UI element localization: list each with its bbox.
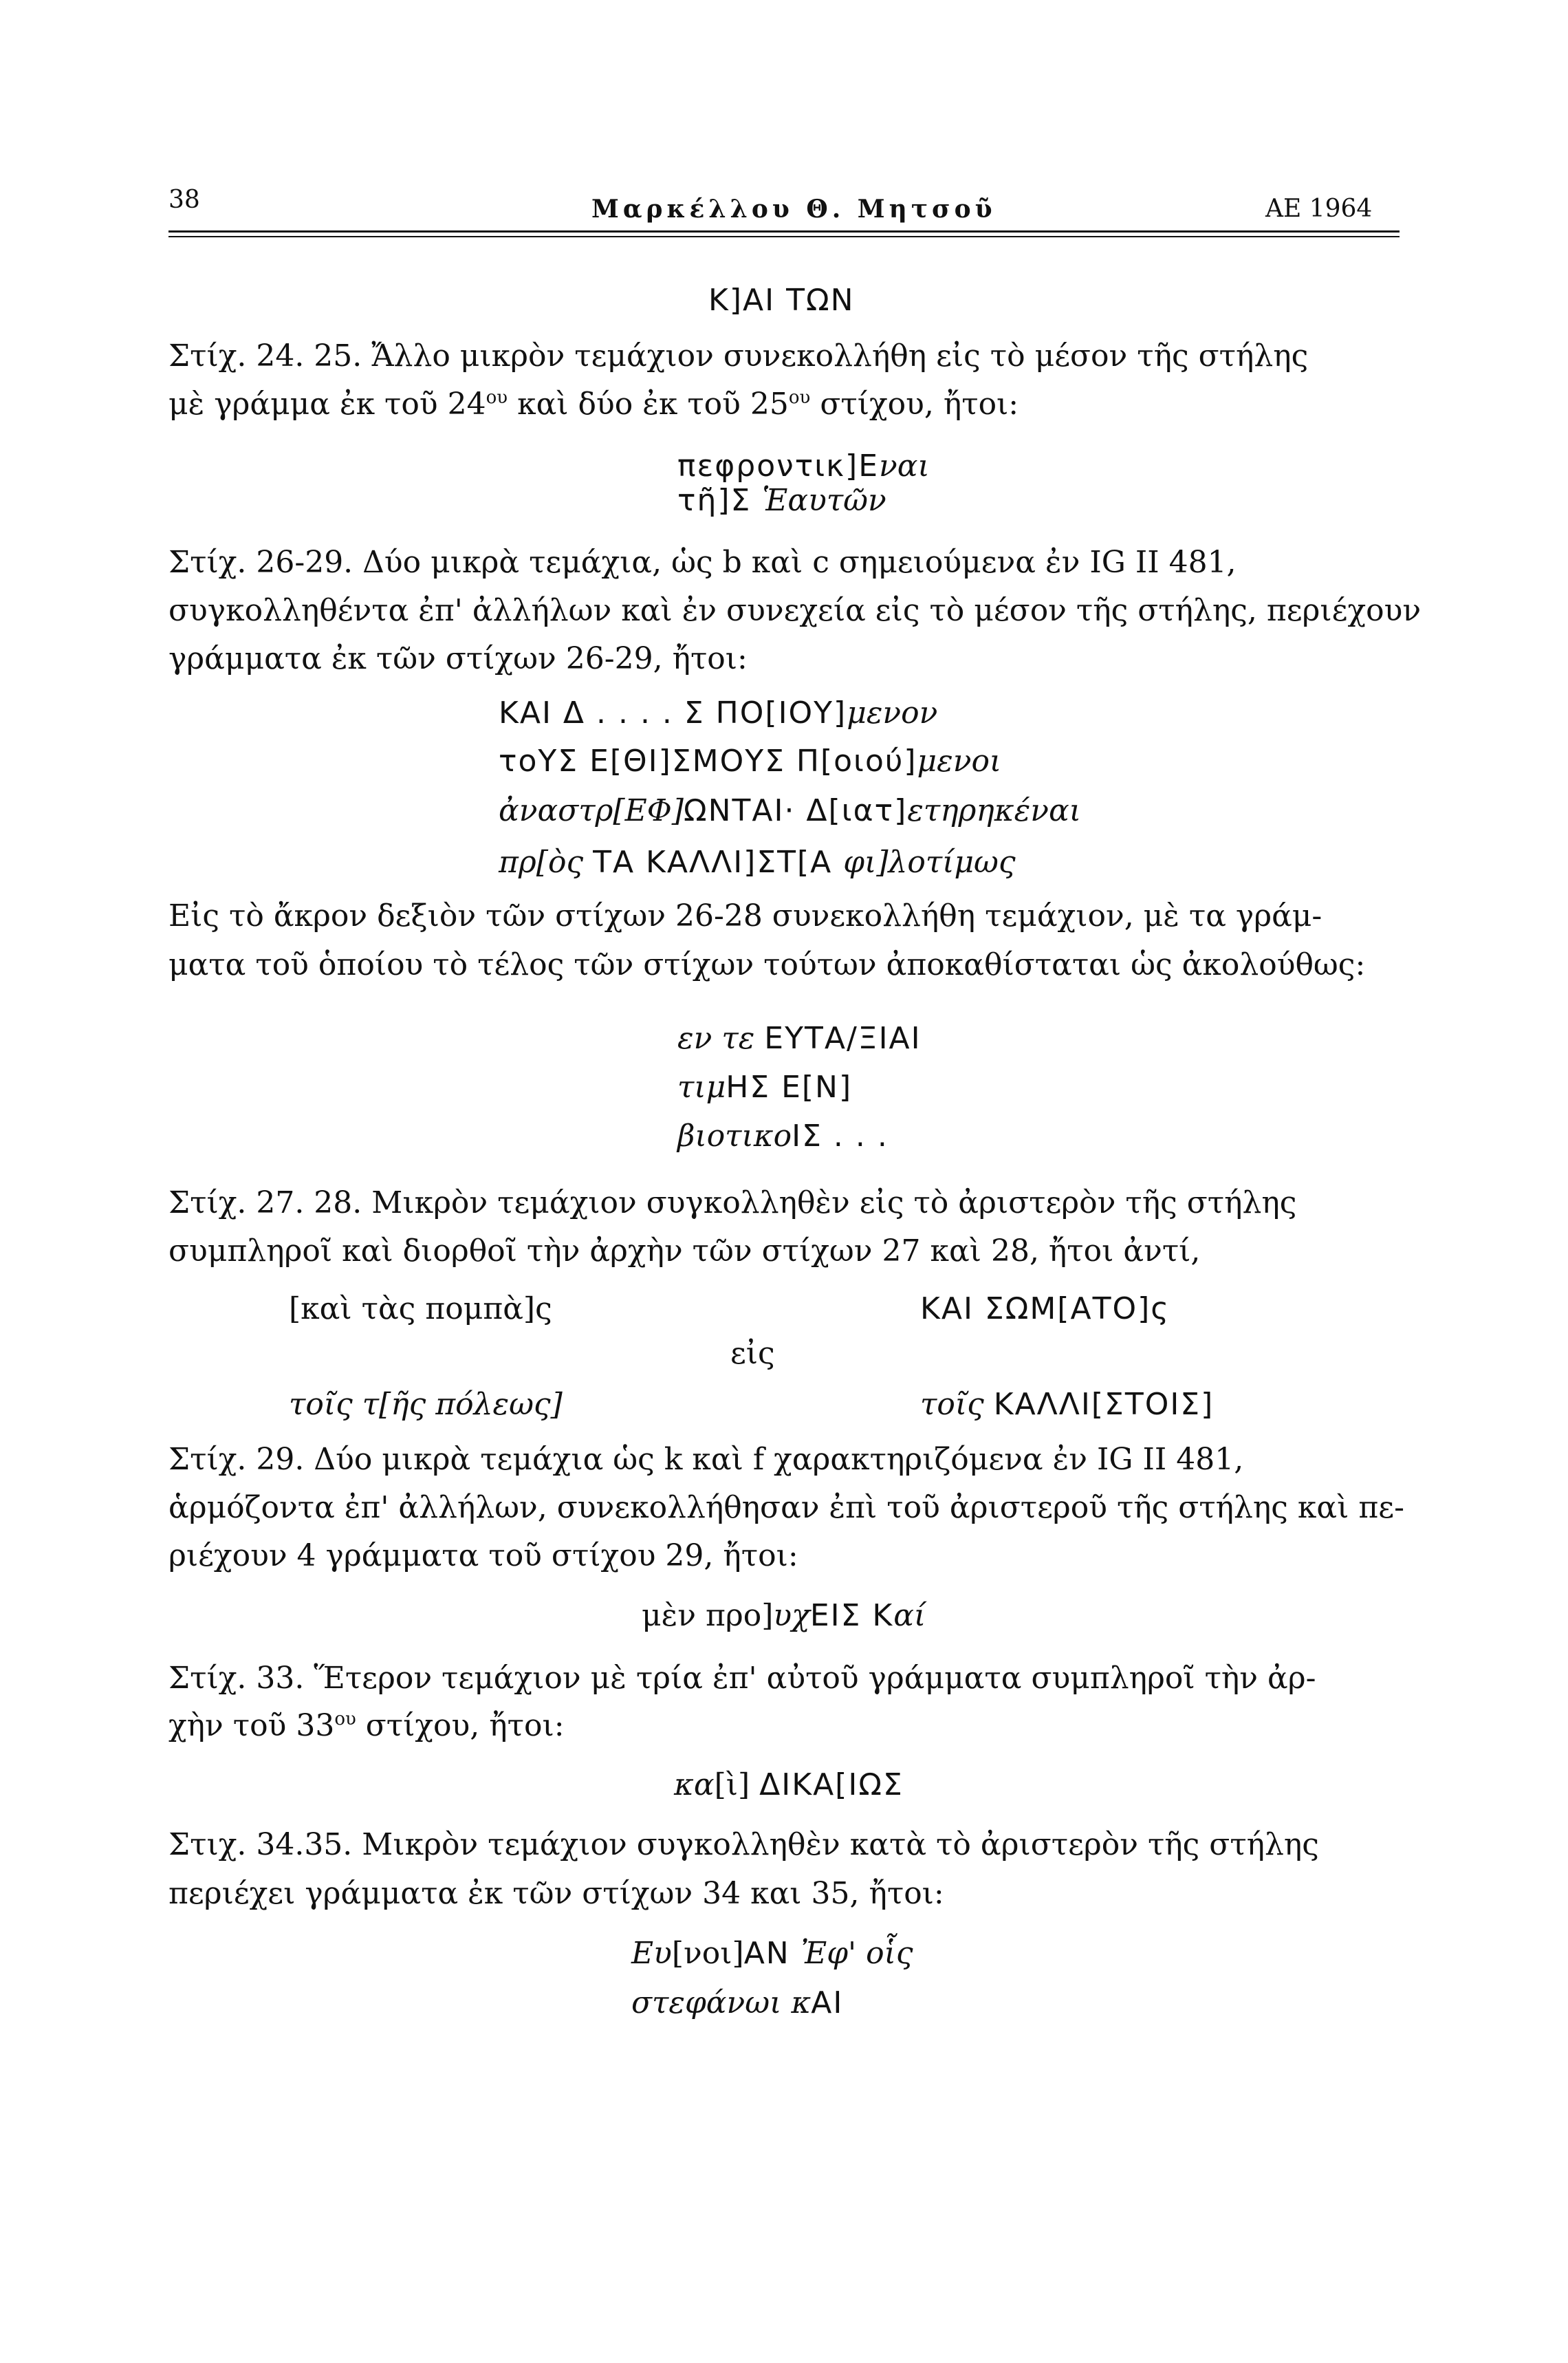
inscription6-line: κα[ὶ] ΔΙΚΑ[ΙΩΣ (674, 1767, 904, 1802)
para1-line2: μὲ γράμμα ἐκ τοῦ $24^{o\upsilon}$ καὶ δύο ἐκ τοῦ $25^{o\upsilon}$ στίχου, ἤτοι: (168, 387, 1019, 422)
running-head-author: Μαρκέλλου Θ. Μητσοῦ (591, 195, 997, 224)
inscription7-line2: στεφάνωι κΑΙ (631, 1985, 844, 2020)
para5-line2: ἁρμόζοντα ἐπ' ἀλλήλων, συνεκολλήθησαν ἐπὶ τοῦ ἀριστεροῦ τῆς στήλης καὶ πε- (168, 1490, 1404, 1525)
header-rule-top (168, 230, 1400, 233)
page-number: 38 (168, 186, 200, 214)
inscription4-right-line2: τοῖς ΚΑΛΛΙ[ΣΤΟΙΣ] (920, 1387, 1215, 1422)
inscription-heading: Κ]ΑΙ ΤΩΝ (708, 283, 855, 318)
para6-line2: χὴν τοῦ $33^{o\upsilon}$ στίχου, ἤτοι: (168, 1708, 565, 1743)
running-head-journal: ΑΕ 1964 (1265, 195, 1373, 223)
para2-line3: γράμματα ἐκ τῶν στίχων 26-29, ἤτοι: (168, 641, 748, 676)
inscription2-line3: ἀναστρ[ΕΦ]ΩΝΤΑΙ· Δ[ιατ]ετηρηκέναι (499, 793, 1081, 828)
inscription7-line1: Ευ[νοι]ΑΝ Ἐφ' οἷς (631, 1936, 913, 1971)
header-rule-bottom (168, 236, 1400, 237)
para1-line1: Στίχ. 24. 25. Ἄλλο μικρὸν τεμάχιον συνεκολλήθη εἰς τὸ μέσον τῆς στήλης (168, 338, 1309, 374)
inscription4-left-line1: [καὶ τὰς πομπὰ]ς (289, 1291, 552, 1326)
para2-line1: Στίχ. 26-29. Δύο μικρὰ τεμάχια, ὡς b καὶ c σημειούμενα ἐν IG II 481, (168, 545, 1237, 580)
inscription4-middle: εἰς (730, 1336, 775, 1371)
inscription3-line3: βιοτικοΙΣ . . . (677, 1119, 889, 1154)
inscription5-line: μὲν προ]υχΕΙΣ Καί (642, 1598, 926, 1633)
inscription4-left-line2: τοῖς τ[ῆς πόλεως] (289, 1387, 563, 1422)
para6-line1: Στίχ. 33. Ἕτερον τεμάχιον μὲ τρία ἐπ' αὐτοῦ γράμματα συμπληροῖ τὴν ἀρ- (168, 1661, 1316, 1696)
inscription3-line2: τιμΗΣ Ε[Ν] (677, 1070, 853, 1105)
inscription1-line2: τῆ]Σ Ἑαυτῶν (677, 483, 886, 518)
para4-line2: συμπληροῖ καὶ διορθοῖ τὴν ἀρχὴν τῶν στίχων 27 καὶ 28, ἤτοι ἀντί, (168, 1233, 1201, 1269)
para5-line3: ριέχουν 4 γράμματα τοῦ στίχου 29, ἤτοι: (168, 1538, 798, 1573)
inscription2-line2: τοΥΣ Ε[ΘΙ]ΣΜΟΥΣ Π[οιού]μενοι (499, 744, 1002, 779)
inscription2-line4: πρ[ὸς ΤΑ ΚΑΛΛΙ]ΣΤ[Α φι]λοτίμως (499, 845, 1016, 880)
inscription4-right-line1: ΚΑΙ ΣΩΜ[ΑΤΟ]ς (920, 1291, 1170, 1326)
para3-line1: Εἰς τὸ ἄκρον δεξιὸν τῶν στίχων 26-28 συνεκολλήθη τεμάχιον, μὲ τα γράμ- (168, 898, 1322, 934)
inscription3-line1: εν τε ΕΥΤΑ/ΞΙΑΙ (677, 1021, 922, 1056)
para4-line1: Στίχ. 27. 28. Μικρὸν τεμάχιον συγκολληθὲν εἰς τὸ ἀριστερὸν τῆς στήλης (168, 1185, 1297, 1220)
para5-line1: Στίχ. 29. Δύο μικρὰ τεμάχια ὡς k καὶ f χαρακτηριζόμενα ἐν IG II 481, (168, 1442, 1244, 1477)
para7-line1: Στιχ. 34.35. Μικρὸν τεμάχιον συγκολληθὲν κατὰ τὸ ἀριστερὸν τῆς στήλης (168, 1827, 1319, 1862)
para3-line2: ματα τοῦ ὁποίου τὸ τέλος τῶν στίχων τούτων ἀποκαθίσταται ὡς ἀκολούθως: (168, 947, 1366, 982)
para7-line2: περιέχει γράμματα ἐκ τῶν στίχων 34 και 35, ἤτοι: (168, 1876, 944, 1911)
para2-line2: συγκολληθέντα ἐπ' ἀλλήλων καὶ ἐν συνεχεία εἰς τὸ μέσον τῆς στήλης, περιέχουν (168, 593, 1422, 628)
inscription2-line1: ΚΑΙ Δ . . . . Σ ΠΟ[ΙΟΥ]μενον (499, 695, 938, 731)
inscription1-line1: πεφροντικ]Εναι (677, 449, 930, 484)
